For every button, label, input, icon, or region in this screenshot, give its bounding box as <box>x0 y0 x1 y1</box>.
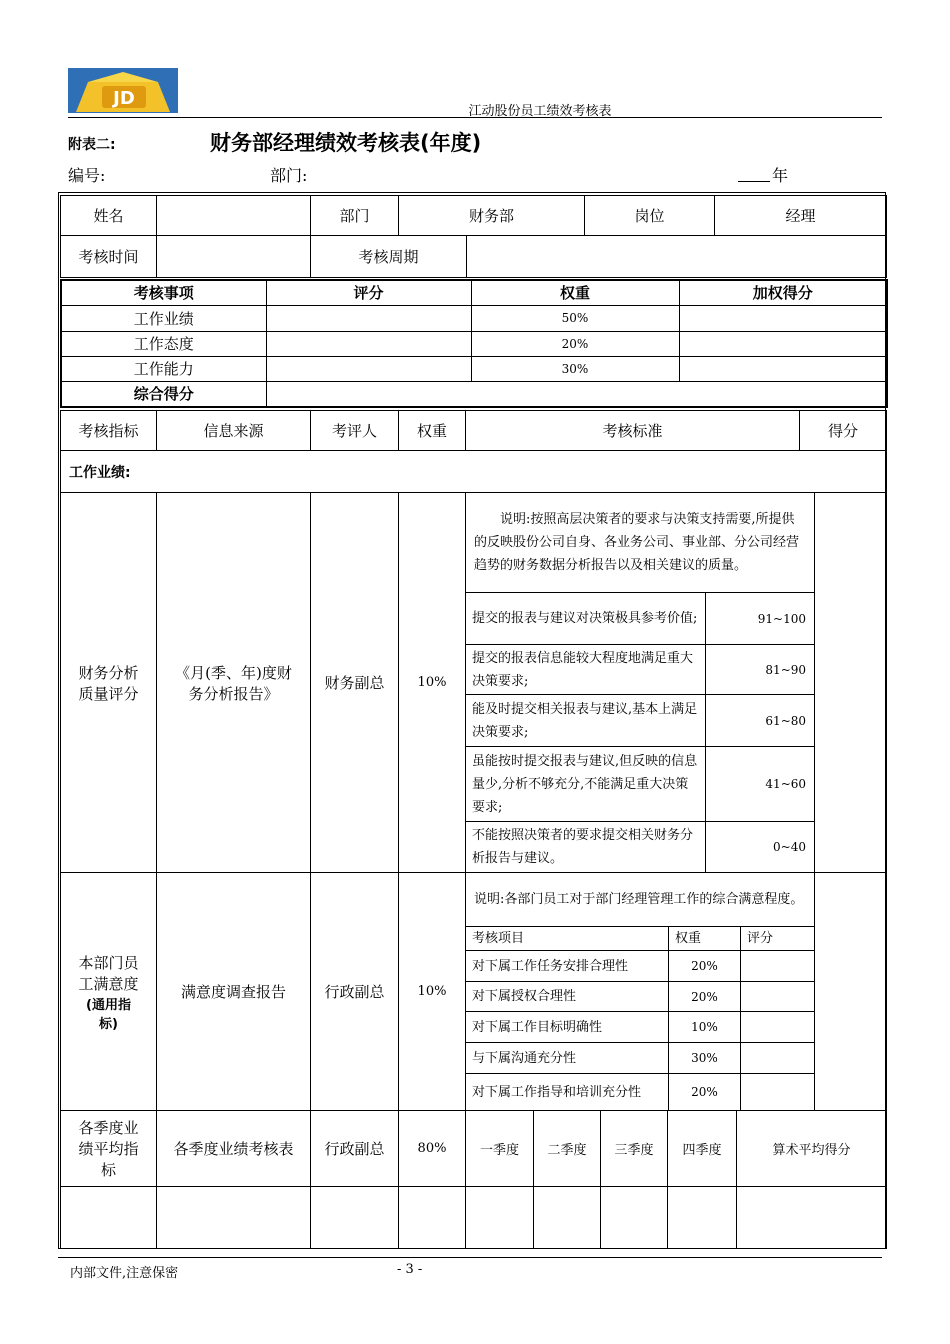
average-score-label: 算术平均得分 <box>737 1111 887 1187</box>
kpi1-criterion: 虽能按时提交报表与建议,但反映的信息量少,分析不够充分,不能满足重大决策要求; <box>466 747 706 822</box>
summary-header-weight: 权重 <box>471 280 679 305</box>
kpi3-weight: 80% <box>399 1111 466 1187</box>
kpi2-name-note2: 标) <box>99 1016 118 1032</box>
kpi2-sub-header-weight: 权重 <box>669 927 741 951</box>
blank-cell[interactable] <box>399 1187 466 1249</box>
attachment-label: 附表二: <box>68 137 116 153</box>
kpi1-score-field[interactable] <box>815 493 887 873</box>
kpi1-rater: 财务副总 <box>311 493 399 873</box>
kpi2-sub-item: 对下属工作目标明确性 <box>466 1012 669 1043</box>
name-label: 姓名 <box>61 196 157 236</box>
kpi2-sub-weight: 20% <box>669 951 741 982</box>
kpi2-sub-score[interactable] <box>741 951 815 982</box>
summary-header-weighted: 加权得分 <box>679 280 887 305</box>
summary-row-weight: 50% <box>471 305 679 331</box>
kpi1-name-line2: 质量评分 <box>78 684 139 703</box>
kpi2-sub-item: 对下属工作指导和培训充分性 <box>466 1074 669 1111</box>
kpi1-range: 0~40 <box>706 822 815 873</box>
kpi1-source <box>157 493 311 873</box>
col-kpi: 考核指标 <box>61 411 157 451</box>
col-rater: 考评人 <box>311 411 399 451</box>
section-work-performance: 工作业绩: <box>61 451 887 493</box>
kpi3-rater: 行政副总 <box>311 1111 399 1187</box>
kpi2-sub-header-item: 考核项目 <box>466 927 669 951</box>
kpi2-sub-score[interactable] <box>741 982 815 1012</box>
kpi-financial-analysis <box>60 492 887 873</box>
summary-row-item: 工作业绩 <box>61 305 266 331</box>
time-field[interactable] <box>157 236 311 278</box>
kpi2-name-line2: 工满意度 <box>78 974 139 993</box>
kpi2-sub-item: 与下属沟通充分性 <box>466 1043 669 1074</box>
total-score-label: 综合得分 <box>61 381 266 407</box>
post-value: 经理 <box>715 196 887 236</box>
info-dept-label: 部门 <box>311 196 399 236</box>
blank-cell[interactable] <box>61 1187 157 1249</box>
kpi1-criterion: 不能按照决策者的要求提交相关财务分析报告与建议。 <box>466 822 706 873</box>
time-label: 考核时间 <box>61 236 157 278</box>
period-field[interactable] <box>467 236 887 278</box>
header-rule <box>68 117 882 118</box>
page-title: 财务部经理绩效考核表(年度) <box>210 131 482 155</box>
kpi2-source: 满意度调查报告 <box>157 873 311 1111</box>
kpi1-range: 91~100 <box>706 593 815 645</box>
summary-row-weighted[interactable] <box>679 356 887 381</box>
info-dept-value: 财务部 <box>399 196 585 236</box>
kpi2-sub-score[interactable] <box>741 1012 815 1043</box>
post-label: 岗位 <box>585 196 715 236</box>
kpi1-description: 说明:按照高层决策者的要求与决策支持需要,所提供的反映股份公司自身、各业务公司、事业部、分公司经营趋势的财务数据分析报告以及相关建议的质量。 <box>466 493 815 593</box>
kpi2-sub-header-score: 评分 <box>741 927 815 951</box>
quarter-q1: 一季度 <box>466 1111 534 1187</box>
kpi3-name-line2: 绩平均指 <box>78 1140 139 1158</box>
kpi1-range: 81~90 <box>706 645 815 695</box>
company-form-title: 江动股份员工绩效考核表 <box>468 104 612 119</box>
quarter-q3: 三季度 <box>601 1111 668 1187</box>
kpi2-rater: 行政副总 <box>311 873 399 1111</box>
detail-header-table <box>60 410 887 493</box>
kpi1-name <box>61 493 157 873</box>
serial-label: 编号: <box>68 166 106 185</box>
q2-score-field[interactable] <box>534 1187 601 1249</box>
total-score-field[interactable] <box>266 381 887 407</box>
kpi-employee-satisfaction <box>60 872 887 1111</box>
confidential-note: 内部文件,注意保密 <box>70 1266 179 1281</box>
kpi3-name-line3: 标 <box>100 1161 116 1179</box>
col-weight: 权重 <box>399 411 466 451</box>
kpi3-name <box>61 1111 157 1187</box>
summary-row-weight: 20% <box>471 331 679 356</box>
kpi2-sub-score[interactable] <box>741 1043 815 1074</box>
kpi2-name-line1: 本部门员 <box>78 953 139 972</box>
kpi1-weight: 10% <box>399 493 466 873</box>
kpi1-criterion: 提交的报表信息能较大程度地满足重大决策要求; <box>466 645 706 695</box>
logo-letters: JD <box>113 88 135 109</box>
kpi1-criterion: 提交的报表与建议对决策极具参考价值; <box>466 593 706 645</box>
summary-header-score: 评分 <box>266 280 471 305</box>
summary-row-weighted[interactable] <box>679 305 887 331</box>
col-source: 信息来源 <box>157 411 311 451</box>
name-field[interactable] <box>157 196 311 236</box>
q4-score-field[interactable] <box>668 1187 737 1249</box>
kpi-quarterly-performance <box>60 1110 887 1249</box>
kpi1-range: 61~80 <box>706 695 815 747</box>
kpi2-name <box>61 873 157 1111</box>
summary-row-score[interactable] <box>266 331 471 356</box>
kpi2-weight: 10% <box>399 873 466 1111</box>
summary-row-item: 工作能力 <box>61 356 266 381</box>
summary-header-item: 考核事项 <box>61 280 266 305</box>
summary-row-score[interactable] <box>266 356 471 381</box>
kpi2-sub-weight: 20% <box>669 1074 741 1111</box>
summary-row-item: 工作态度 <box>61 331 266 356</box>
footer-rule <box>58 1257 882 1258</box>
blank-cell[interactable] <box>157 1187 311 1249</box>
q3-score-field[interactable] <box>601 1187 668 1249</box>
year-label: 年 <box>772 166 789 185</box>
kpi1-source-line1: 《月(季、年)度财 <box>175 663 292 682</box>
department-label: 部门: <box>270 166 308 185</box>
kpi2-name-note1: (通用指 <box>86 997 131 1013</box>
summary-table <box>60 279 888 408</box>
blank-cell[interactable] <box>311 1187 399 1249</box>
kpi3-source: 各季度业绩考核表 <box>157 1111 311 1187</box>
year-blank[interactable] <box>738 181 770 182</box>
kpi2-sub-score[interactable] <box>741 1074 815 1111</box>
kpi1-name-line1: 财务分析 <box>78 663 139 682</box>
kpi2-score-field[interactable] <box>815 873 887 1111</box>
kpi2-sub-item: 对下属工作任务安排合理性 <box>466 951 669 982</box>
kpi2-sub-weight: 20% <box>669 982 741 1012</box>
kpi2-sub-weight: 30% <box>669 1043 741 1074</box>
kpi1-criterion: 能及时提交相关报表与建议,基本上满足决策要求; <box>466 695 706 747</box>
kpi1-range: 41~60 <box>706 747 815 822</box>
kpi3-name-line1: 各季度业 <box>78 1119 139 1137</box>
quarter-q2: 二季度 <box>534 1111 601 1187</box>
kpi2-sub-item: 对下属授权合理性 <box>466 982 669 1012</box>
summary-row-weighted[interactable] <box>679 331 887 356</box>
kpi1-source-line2: 务分析报告》 <box>188 684 279 703</box>
summary-row-weight: 30% <box>471 356 679 381</box>
q1-score-field[interactable] <box>466 1187 534 1249</box>
company-logo <box>68 68 178 113</box>
kpi2-sub-weight: 10% <box>669 1012 741 1043</box>
summary-row-score[interactable] <box>266 305 471 331</box>
period-table <box>60 235 887 278</box>
info-table <box>60 195 887 236</box>
page-number: - 3 - <box>397 1262 423 1277</box>
period-label: 考核周期 <box>311 236 467 278</box>
col-criteria: 考核标准 <box>466 411 800 451</box>
kpi2-description: 说明:各部门员工对于部门经理管理工作的综合满意程度。 <box>466 873 815 927</box>
quarter-q4: 四季度 <box>668 1111 737 1187</box>
average-score-field[interactable] <box>737 1187 887 1249</box>
col-score: 得分 <box>800 411 887 451</box>
